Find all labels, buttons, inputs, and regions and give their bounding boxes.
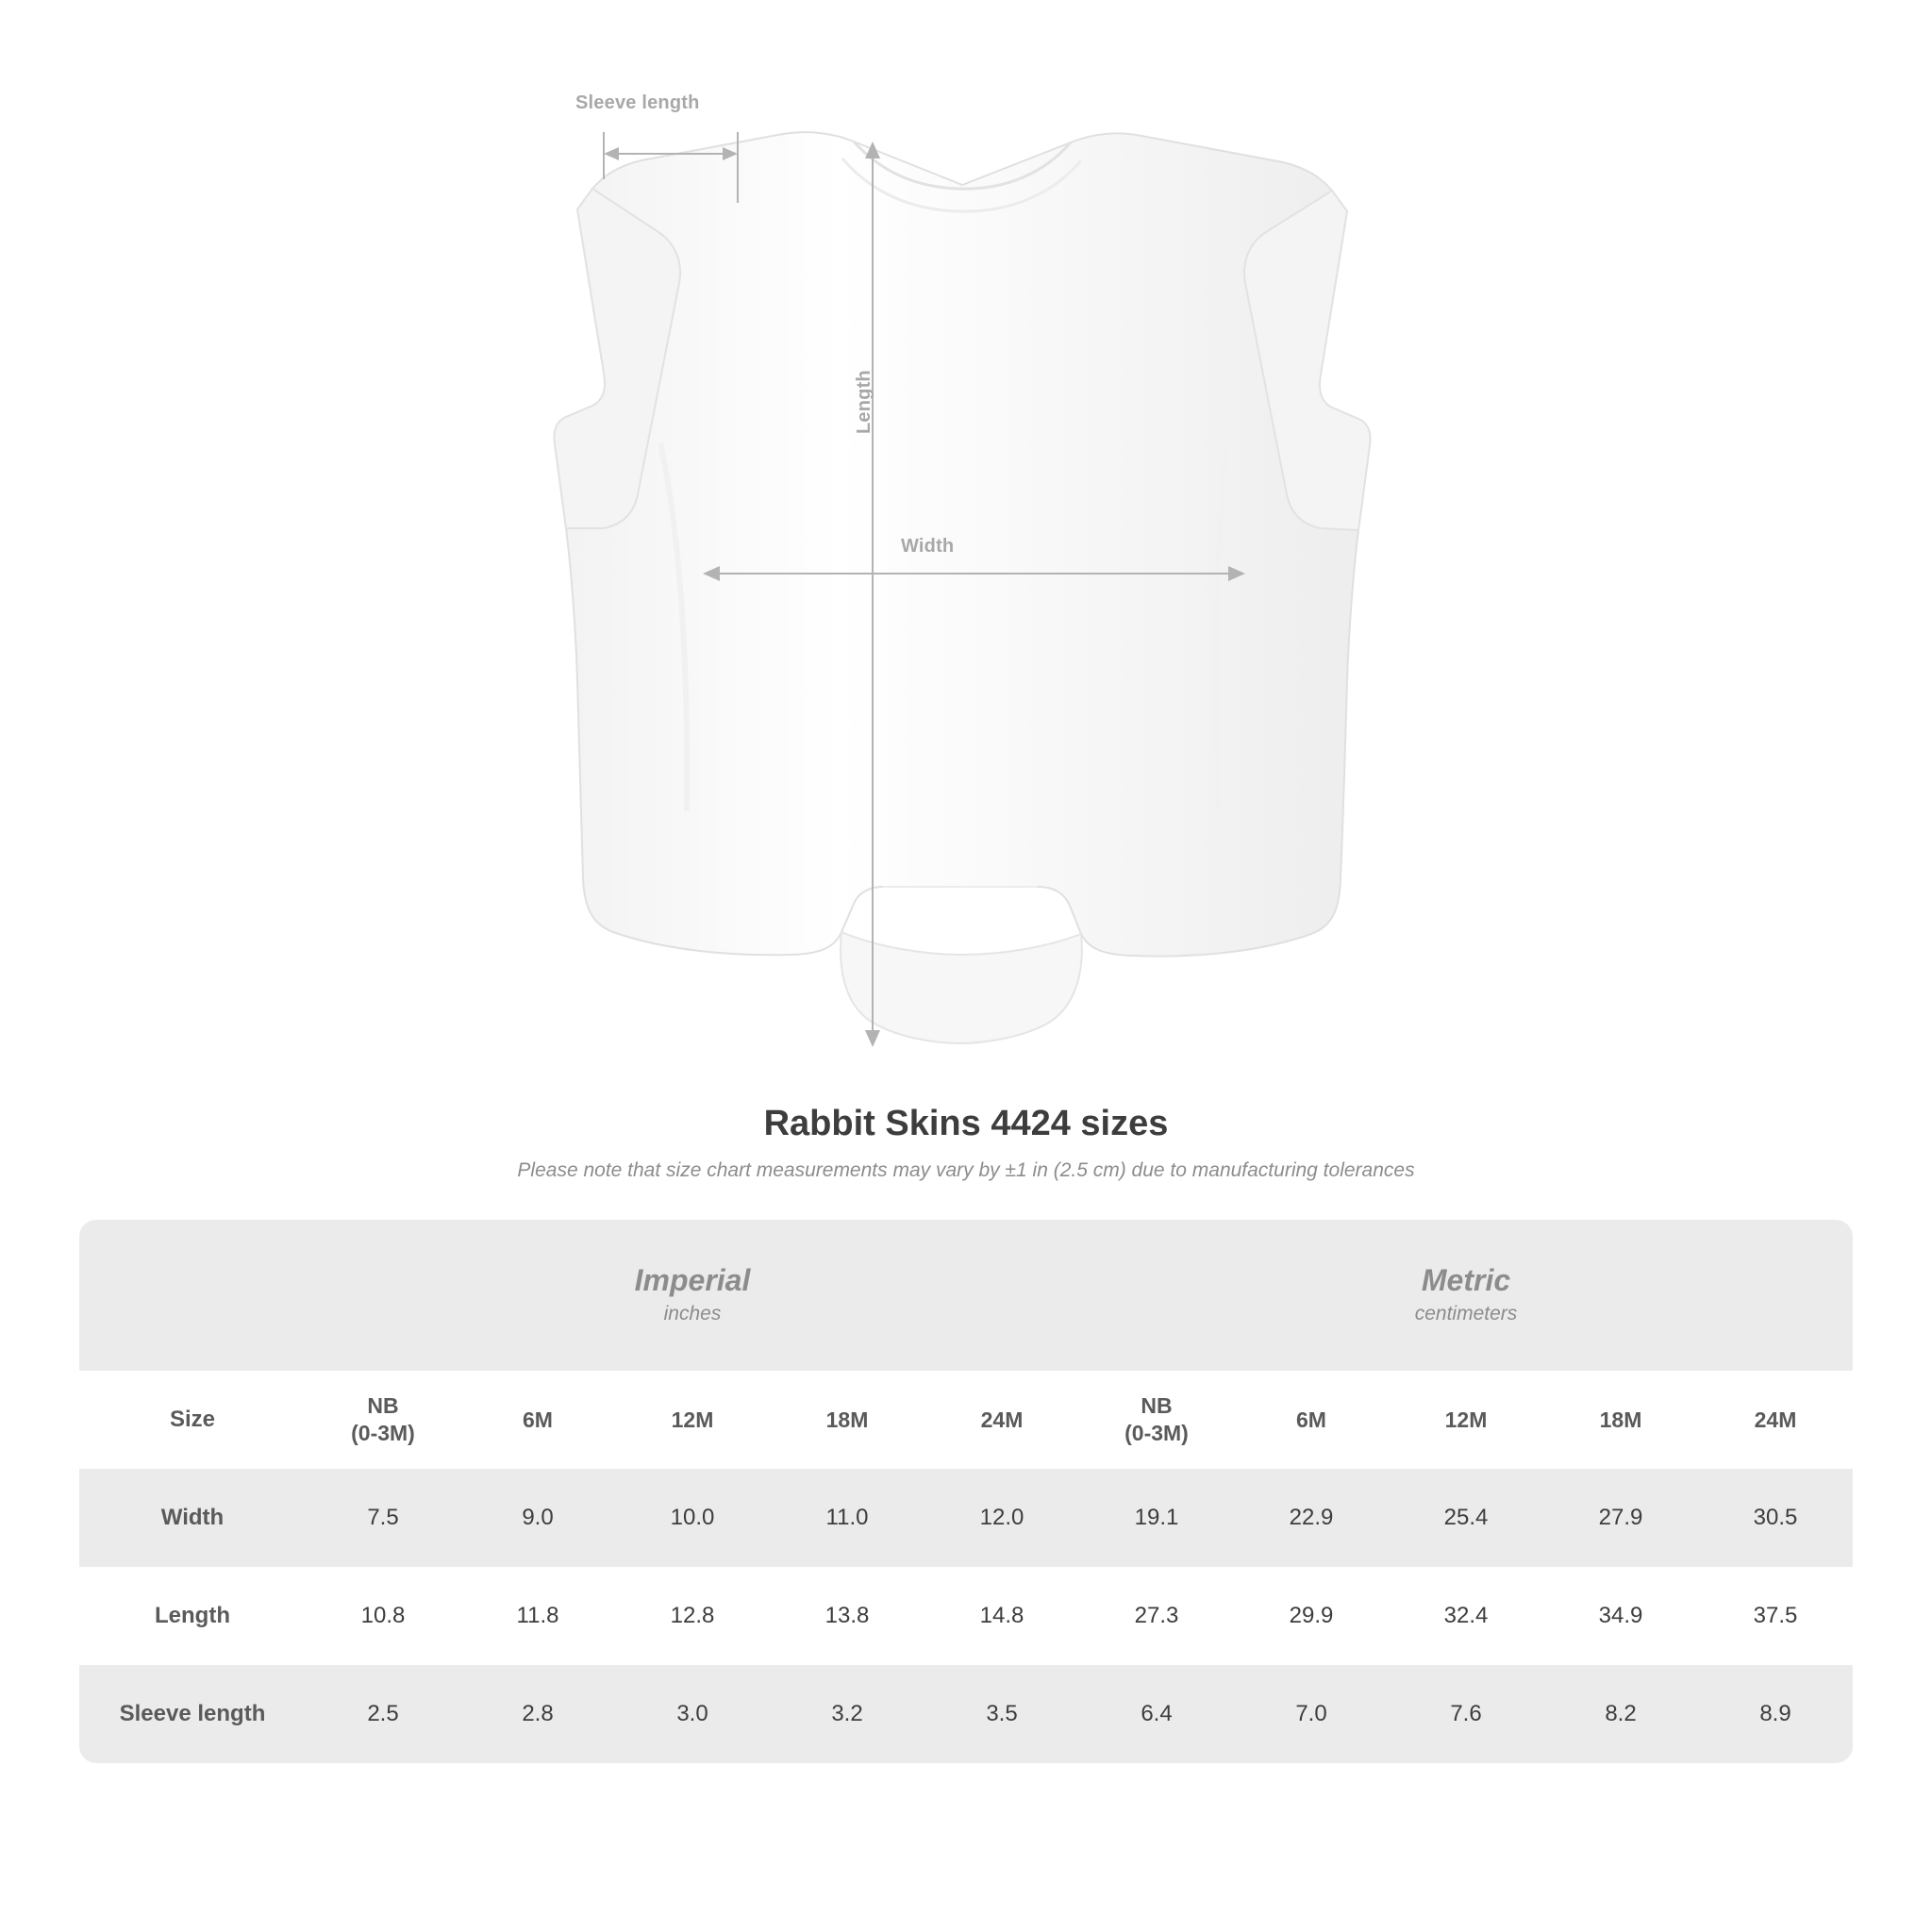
header-col-9 — [1698, 1371, 1853, 1469]
unit-group-imperial-name: Imperial — [634, 1263, 751, 1298]
unit-spacer-cell — [79, 1220, 306, 1371]
cell-width-1: 9.0 — [460, 1469, 615, 1567]
tolerance-note: Please note that size chart measurements may vary by ±1 in (2.5 cm) due to manufacturing tolerances — [517, 1159, 1415, 1181]
cell-length-0: 10.8 — [360, 1603, 406, 1628]
header-col-1 — [460, 1371, 615, 1469]
cell-width-4: 12.0 — [924, 1469, 1079, 1567]
cell-length-2: 12.8 — [670, 1603, 715, 1628]
cell-sleeve-2: 3.0 — [615, 1665, 770, 1763]
unit-group-metric-sub: centimeters — [1414, 1303, 1518, 1325]
header-col-1-label: 6M — [523, 1407, 553, 1432]
unit-group-imperial-sub: inches — [663, 1303, 722, 1325]
header-col-8 — [1543, 1371, 1698, 1469]
unit-group-row — [79, 1220, 1853, 1371]
header-col-2 — [615, 1371, 770, 1469]
cell-sleeve-5: 6.4 — [1079, 1665, 1234, 1763]
sleeve-length-dimension-label: Sleeve length — [575, 92, 700, 113]
cell-length-7: 32.4 — [1443, 1603, 1489, 1628]
cell-length-1: 11.8 — [516, 1603, 559, 1628]
width-dimension-label: Width — [901, 536, 955, 557]
size-table-container — [79, 1220, 1853, 1763]
title-block — [0, 1104, 1932, 1182]
header-col-0 — [306, 1371, 460, 1469]
cell-length-9: 37.5 — [1753, 1603, 1798, 1628]
cell-width-3: 11.0 — [770, 1469, 924, 1567]
header-col-6-label: 6M — [1296, 1407, 1326, 1432]
cell-width-7: 25.4 — [1389, 1469, 1543, 1567]
cell-width-2: 10.0 — [615, 1469, 770, 1567]
header-col-3-label: 18M — [825, 1407, 869, 1432]
cell-width-0: 7.5 — [306, 1469, 460, 1567]
header-col-0-sub: (0-3M) — [351, 1421, 415, 1445]
cell-length-5: 27.3 — [1134, 1603, 1179, 1628]
header-col-5-label: NB — [1141, 1393, 1173, 1419]
header-col-9-label: 24M — [1754, 1407, 1797, 1432]
cell-sleeve-6: 7.0 — [1234, 1665, 1389, 1763]
cell-sleeve-0: 2.5 — [306, 1665, 460, 1763]
cell-width-9: 30.5 — [1698, 1469, 1853, 1567]
header-col-0-label: NB — [367, 1393, 399, 1419]
column-header-row — [79, 1371, 1853, 1469]
header-col-6 — [1234, 1371, 1389, 1469]
cell-length-4: 14.8 — [979, 1603, 1024, 1628]
cell-length-6: 29.9 — [1289, 1603, 1334, 1628]
row-label-length: Length — [155, 1603, 230, 1628]
cell-sleeve-9: 8.9 — [1698, 1665, 1853, 1763]
page-title: Rabbit Skins 4424 sizes — [763, 1104, 1169, 1143]
unit-group-imperial — [306, 1220, 1079, 1371]
cell-sleeve-4: 3.5 — [924, 1665, 1079, 1763]
length-dimension-label: Length — [854, 370, 874, 434]
unit-group-metric — [1079, 1220, 1853, 1371]
unit-group-metric-name: Metric — [1421, 1263, 1511, 1298]
cell-width-6: 22.9 — [1234, 1469, 1389, 1567]
row-label-sleeve-length: Sleeve length — [79, 1665, 306, 1763]
cell-length-8: 34.9 — [1598, 1603, 1643, 1628]
cell-sleeve-7: 7.6 — [1389, 1665, 1543, 1763]
header-col-4-label: 24M — [980, 1407, 1024, 1432]
table-row — [79, 1567, 1853, 1665]
table-row — [79, 1469, 1853, 1567]
header-col-3 — [770, 1371, 924, 1469]
cell-width-8: 27.9 — [1543, 1469, 1698, 1567]
header-col-8-label: 18M — [1599, 1407, 1642, 1432]
header-col-7 — [1389, 1371, 1543, 1469]
cell-length-3: 13.8 — [824, 1603, 870, 1628]
row-label-width: Width — [79, 1469, 306, 1567]
header-size: Size — [79, 1371, 306, 1469]
header-col-4 — [924, 1371, 1079, 1469]
header-col-7-label: 12M — [1444, 1407, 1488, 1432]
header-col-5-sub: (0-3M) — [1124, 1421, 1189, 1445]
table-row — [79, 1665, 1853, 1763]
cell-sleeve-8: 8.2 — [1543, 1665, 1698, 1763]
cell-sleeve-1: 2.8 — [460, 1665, 615, 1763]
cell-width-5: 19.1 — [1079, 1469, 1234, 1567]
header-col-5 — [1079, 1371, 1234, 1469]
cell-sleeve-3: 3.2 — [770, 1665, 924, 1763]
header-col-2-label: 12M — [671, 1407, 714, 1432]
size-table — [79, 1220, 1853, 1763]
